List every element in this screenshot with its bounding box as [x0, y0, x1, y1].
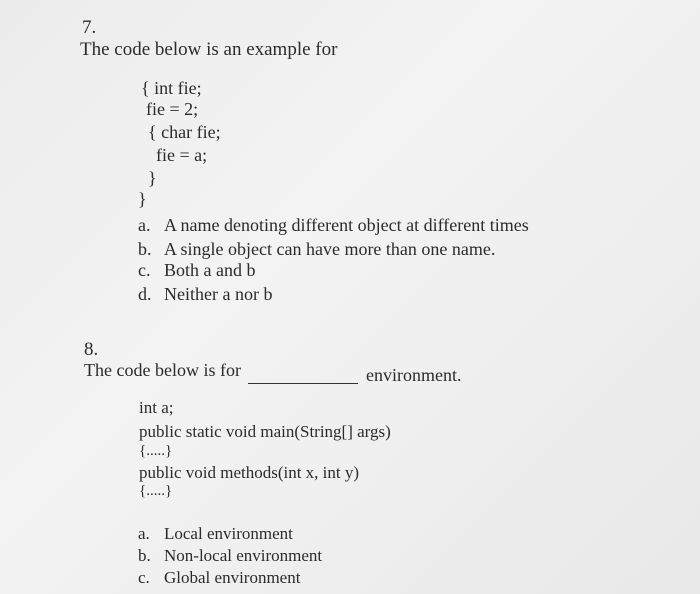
option-a[interactable] [138, 525, 293, 542]
option-letter: b. [138, 546, 151, 565]
code-line: { char fie; [148, 122, 221, 142]
option-text: Both a and b [164, 260, 256, 280]
option-d[interactable] [138, 285, 272, 303]
option-text: A single object can have more than one name. [164, 239, 496, 259]
option-letter: b. [138, 239, 152, 259]
option-text: Local environment [164, 524, 293, 543]
code-line: } [138, 189, 147, 209]
option-a[interactable] [138, 216, 529, 234]
option-text: Non-local environment [164, 546, 323, 565]
option-letter: c. [138, 260, 151, 280]
question-8-prompt-end: environment. [366, 365, 462, 385]
question-7-number: 7. [82, 17, 97, 38]
option-letter: c. [138, 568, 150, 587]
question-8-prompt-start: The code below is for [84, 360, 241, 380]
code-line: fie = a; [156, 145, 208, 165]
option-b[interactable] [138, 240, 495, 258]
code-line: public void methods(int x, int y) [139, 463, 360, 482]
option-c[interactable] [138, 261, 256, 279]
option-letter: d. [138, 284, 152, 304]
option-text: A name denoting different object at different times [164, 215, 529, 235]
option-b[interactable] [138, 547, 322, 564]
answer-blank[interactable] [248, 383, 358, 384]
option-c[interactable] [138, 569, 300, 586]
option-text: Neither a nor b [164, 284, 273, 304]
code-line: public static void main(String[] args) [139, 422, 391, 441]
code-line: {.....} [139, 443, 173, 459]
option-letter: a. [138, 215, 151, 235]
question-7-prompt: The code below is an example for [80, 39, 338, 60]
option-text: Global environment [164, 568, 301, 587]
code-line: fie = 2; [146, 99, 199, 119]
code-line: } [148, 168, 157, 188]
code-line: int a; [139, 398, 174, 417]
code-line: { int fie; [141, 78, 202, 98]
code-line: {.....} [139, 483, 173, 499]
option-letter: a. [138, 524, 150, 543]
question-8-number: 8. [84, 339, 99, 360]
